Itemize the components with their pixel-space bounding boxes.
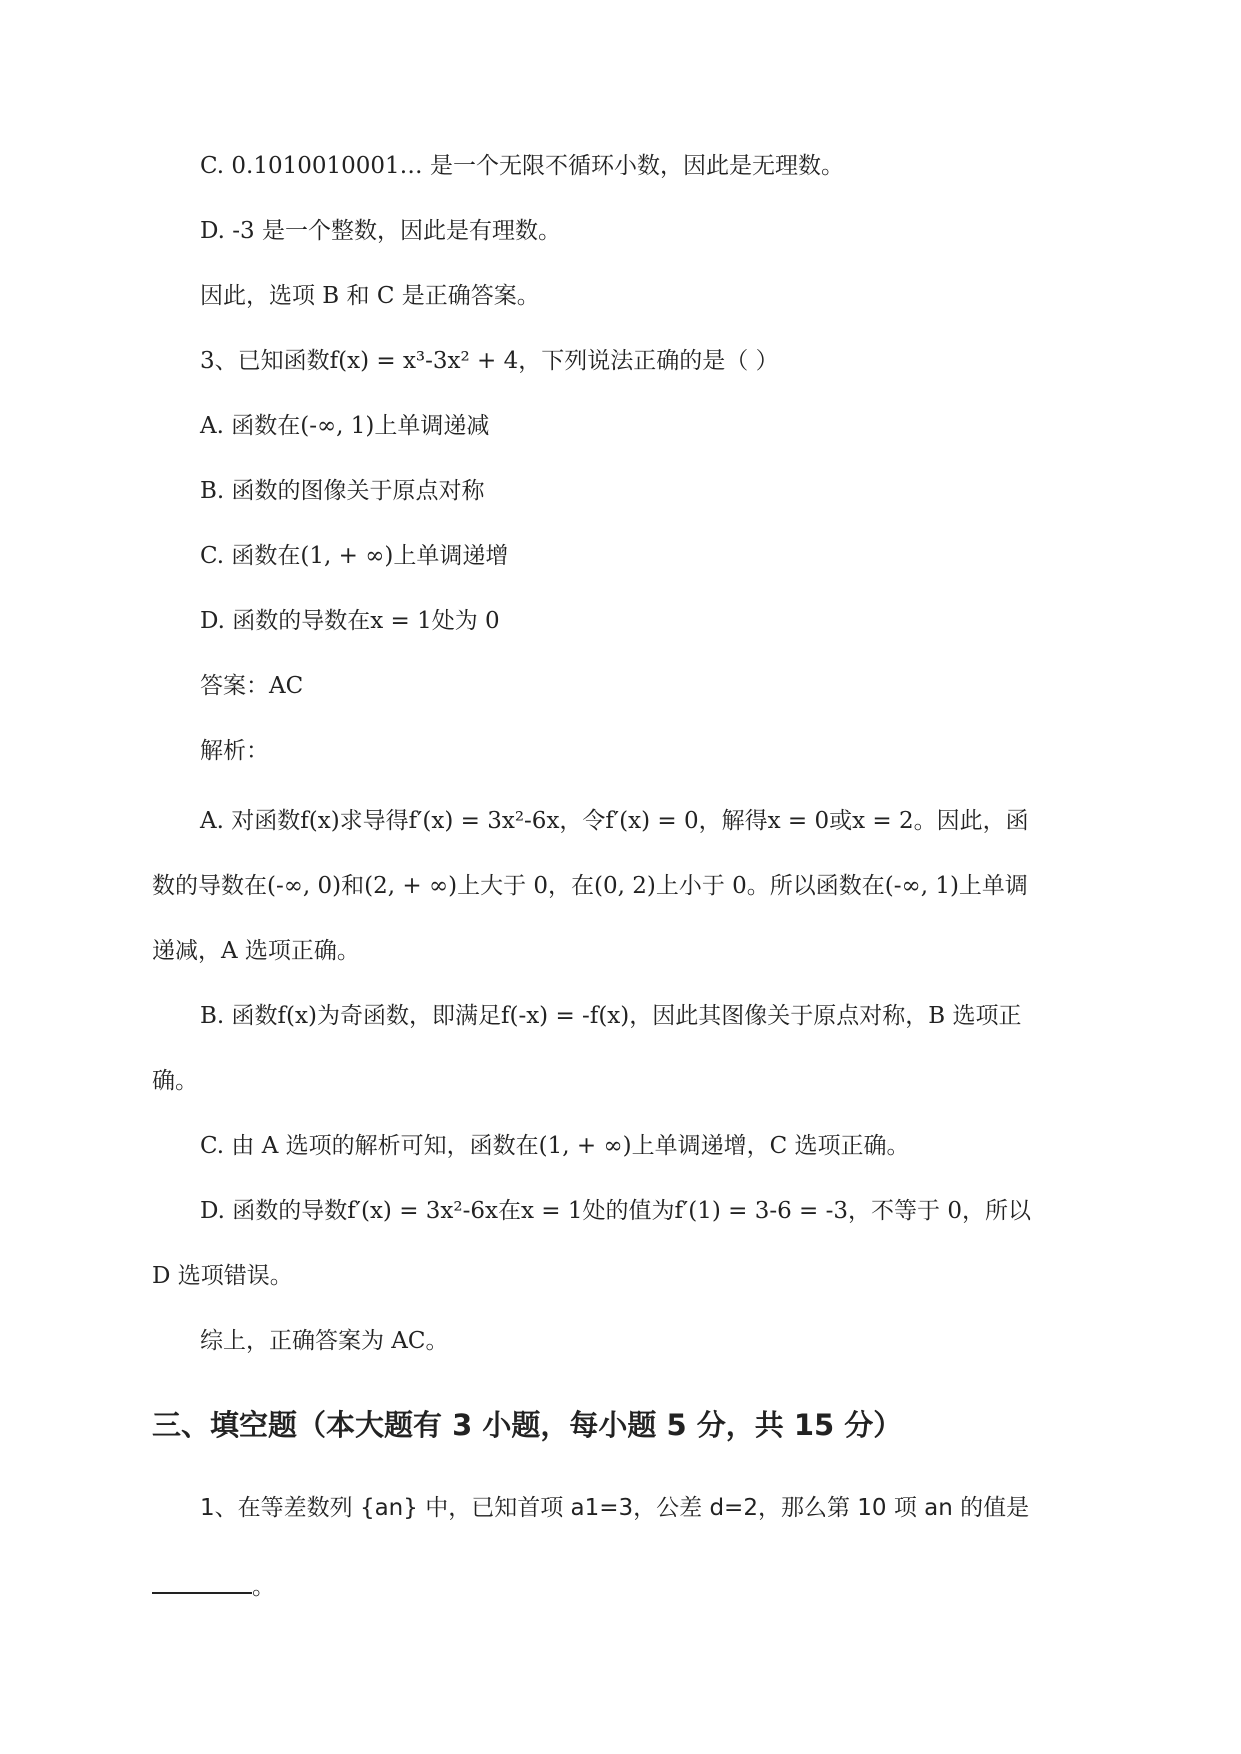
question-3-option-c: C. 函数在(1, + ∞)上单调递增	[200, 543, 509, 569]
option-c-text: C. 0.1010010001… 是一个无限不循环小数，因此是无理数。	[200, 153, 844, 179]
explanation-b-line-1: B. 函数f(x)为奇函数，即满足f(-x) = -f(x)，因此其图像关于原点对称，B 选项正	[200, 1003, 1022, 1029]
explanation-d-line-2: D 选项错误。	[152, 1263, 293, 1289]
question-3-option-a: A. 函数在(-∞, 1)上单调递减	[200, 413, 490, 439]
question-3-text: 3、已知函数f(x) = x³-3x² + 4，下列说法正确的是（ ）	[200, 348, 779, 374]
fill-question-1-answer-line	[152, 1570, 1096, 1603]
summary-text: 综上，正确答案为 AC。	[200, 1328, 449, 1354]
explanation-a-line-3: 递减，A 选项正确。	[152, 938, 360, 964]
conclusion-text: 因此，选项 B 和 C 是正确答案。	[200, 283, 540, 309]
answer-blank[interactable]	[152, 1570, 252, 1594]
analysis-label: 解析：	[200, 738, 269, 764]
explanation-d-line-1: D. 函数的导数f′(x) = 3x²-6x在x = 1处的值为f′(1) = 3-6 = -3，不等于 0，所以	[200, 1198, 1031, 1224]
explanation-c-text: C. 由 A 选项的解析可知，函数在(1, + ∞)上单调递增，C 选项正确。	[200, 1133, 910, 1159]
option-d-text: D. -3 是一个整数，因此是有理数。	[200, 218, 561, 244]
fill-question-1-text: 1、在等差数列 {an} 中，已知首项 a1=3，公差 d=2，那么第 10 项 an 的值是	[200, 1495, 1030, 1521]
question-3-option-b: B. 函数的图像关于原点对称	[200, 478, 485, 504]
explanation-a-line-2: 数的导数在(-∞, 0)和(2, + ∞)上大于 0，在(0, 2)上小于 0。所以函数在(-∞, 1)上单调	[152, 873, 1028, 899]
fill-question-1-end: 。	[252, 1574, 275, 1600]
question-3-option-d: D. 函数的导数在x = 1处为 0	[200, 608, 500, 634]
section-heading: 三、填空题（本大题有 3 小题，每小题 5 分，共 15 分）	[152, 1408, 903, 1442]
explanation-b-line-2: 确。	[152, 1068, 198, 1094]
explanation-a-line-1: A. 对函数f(x)求导得f′(x) = 3x²-6x，令f′(x) = 0，解得x = 0或x = 2。因此，函	[200, 808, 1029, 834]
answer-text: 答案：AC	[200, 673, 304, 699]
